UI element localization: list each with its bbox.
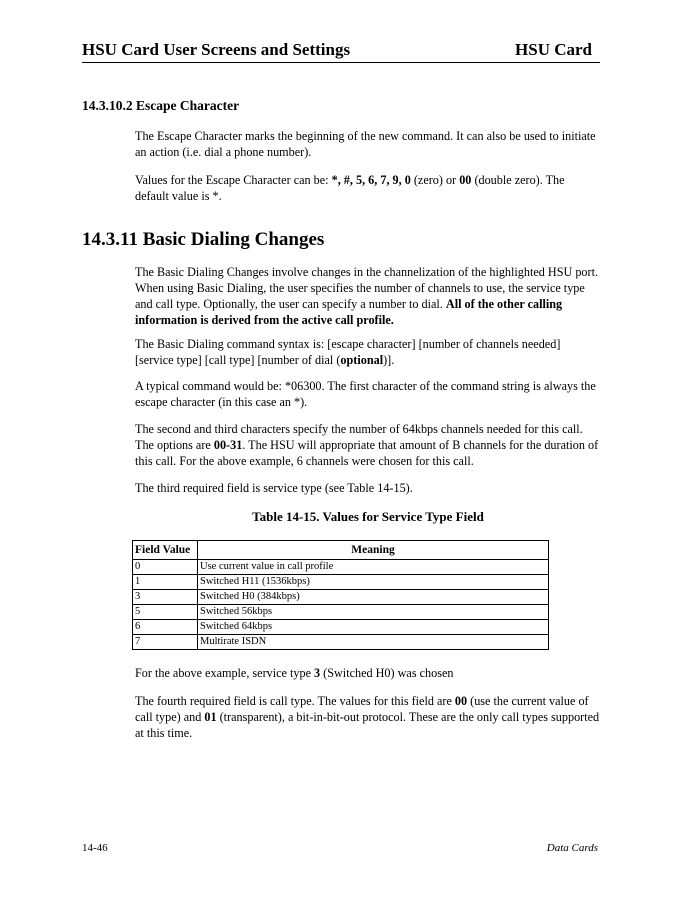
field-value-cell: 3	[133, 590, 198, 605]
escape-paragraph-2: Values for the Escape Character can be: *, #, 5, 6, 7, 9, 0 (zero) or 00 (double zero). The default value is *.	[135, 173, 565, 203]
section-heading-basic-dialing: 14.3.11 Basic Dialing Changes	[82, 229, 325, 250]
meaning-cell: Switched 56kbps	[198, 605, 549, 620]
table-header-row	[133, 541, 549, 560]
meaning-cell: Use current value in call profile	[198, 560, 549, 575]
footer-page-number: 14-46	[82, 842, 108, 854]
basic-paragraph-5: The third required field is service type (see Table 14-15).	[135, 481, 413, 495]
meaning-cell: Switched 64kbps	[198, 620, 549, 635]
basic-paragraph-4: The second and third characters specify the number of 64kbps channels needed for this call. The options are 00-31. The HSU will appropriate that amount of B channels for the duration of this call. For the above example, 6 channels were chosen for this call.	[135, 422, 599, 468]
after-paragraph-1: For the above example, service type 3 (Switched H0) was chosen	[135, 666, 454, 680]
escape-paragraph-1: The Escape Character marks the beginning of the new command. It can also be used to initiate an action (i.e. dial a phone number).	[135, 129, 596, 159]
field-value-cell: 7	[133, 635, 198, 650]
meaning-cell: Switched H0 (384kbps)	[198, 590, 549, 605]
table-row	[133, 590, 549, 605]
basic-paragraph-3: A typical command would be: *06300. The first character of the command string is always the escape character (in this case an *).	[135, 379, 596, 409]
meaning-cell: Switched H11 (1536kbps)	[198, 575, 549, 590]
header-section: HSU Card	[515, 40, 592, 59]
basic-paragraph-1: The Basic Dialing Changes involve changes in the channelization of the highlighted HSU port. When using Basic Dialing, the user specifies the number of channels to use, the service type and call type. Optionally, the user can specify a number to dial. All of the other calling information is derived from the active call profile.	[135, 265, 599, 327]
field-value-cell: 6	[133, 620, 198, 635]
column-header-meaning: Meaning	[198, 541, 549, 560]
table-row	[133, 575, 549, 590]
meaning-cell: Multirate ISDN	[198, 635, 549, 650]
table-row	[133, 635, 549, 650]
header-rule	[82, 62, 600, 63]
field-value-cell: 0	[133, 560, 198, 575]
section-heading-escape: 14.3.10.2 Escape Character	[82, 98, 240, 113]
table-caption: Table 14-15. Values for Service Type Field	[252, 509, 484, 524]
table-row	[133, 605, 549, 620]
column-header-field-value: Field Value	[133, 541, 198, 560]
field-value-cell: 5	[133, 605, 198, 620]
after-paragraph-2: The fourth required field is call type. The values for this field are 00 (use the current value of call type) and 01 (transparent), a bit-in-bit-out protocol. These are the only call types supported at this time.	[135, 694, 600, 740]
field-value-cell: 1	[133, 575, 198, 590]
table-row	[133, 560, 549, 575]
table-row	[133, 620, 549, 635]
basic-paragraph-2: The Basic Dialing command syntax is: [escape character] [number of channels needed] [service type] [call type] [number of dial (optional)].	[135, 337, 561, 367]
service-type-table	[132, 540, 549, 650]
header-title: HSU Card User Screens and Settings	[82, 40, 351, 59]
footer-chapter: Data Cards	[546, 842, 598, 854]
